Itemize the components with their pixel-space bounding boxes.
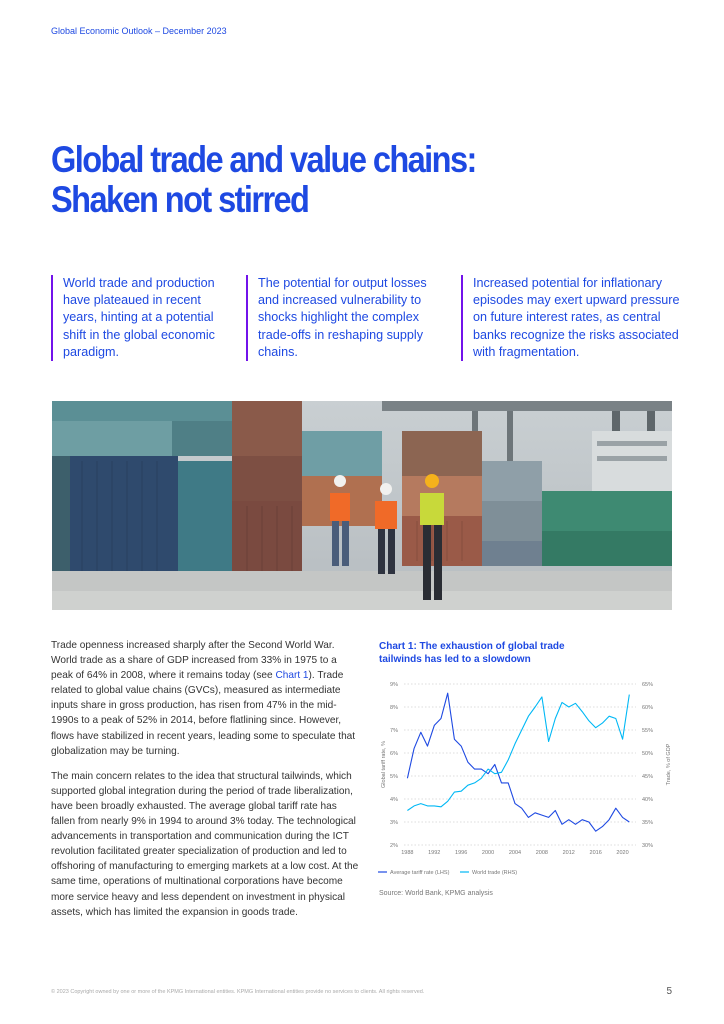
chart-source: Source: World Bank, KPMG analysis — [379, 890, 493, 897]
x-tick-label: 2016 — [589, 850, 602, 856]
running-header: Global Economic Outlook – December 2023 — [51, 26, 227, 36]
x-tick-label: 2012 — [562, 850, 575, 856]
left-tick-label: 6% — [390, 751, 398, 757]
right-tick-label: 60% — [642, 705, 654, 711]
legend-label: World trade (RHS) — [472, 870, 518, 876]
x-tick-label: 2004 — [508, 850, 522, 856]
right-tick-label: 50% — [642, 751, 654, 757]
legend-label: Average tariff rate (LHS) — [390, 870, 450, 876]
copyright-footer: © 2023 Copyright owned by one or more of the KPMG International entities. KPMG International entities provide no services to clients. All rights reserved. — [51, 989, 425, 995]
page-title-line-2: Shaken not stirred — [51, 179, 309, 220]
series-line-world-trade — [407, 695, 629, 811]
left-tick-label: 5% — [390, 774, 398, 780]
paragraph-2: The main concern relates to the idea that structural tailwinds, which supported global integration during the period of trade liberalization, have been broadly exhausted. The average global tariff rate has fallen from nearly 9% in 1994 to around 3% today. The technological advancements in transportation and communication during the ICT revolution facilitated greater specialization of production and led to offshoring of manufacturing to emerging markets at a low cost. At the same time, operations of multinational corporations have become more service heavy and less dependent on investment in physical assets, which has limited the expansion in goods trade. — [51, 770, 359, 918]
paragraph-1 — [51, 638, 361, 759]
right-tick-label: 35% — [642, 820, 654, 826]
left-tick-label: 2% — [390, 843, 398, 849]
right-tick-label: 40% — [642, 797, 654, 803]
paragraph-1-text-a: Trade openness increased sharply after the Second World War. World trade as a share of GDP increased from 33% in 1975 to a peak of 64% in 2008, where it remains today (see — [51, 640, 337, 682]
trade-tariff-chart — [372, 672, 692, 876]
body-text — [51, 638, 361, 930]
page-title — [51, 140, 579, 220]
left-tick-label: 3% — [390, 820, 398, 826]
right-tick-label: 65% — [642, 682, 654, 688]
key-point-2: The potential for output losses and increased vulnerability to shocks highlight the complex trade-offs in reshaping supply chains. — [246, 275, 446, 361]
left-tick-label: 7% — [390, 728, 398, 734]
right-tick-label: 45% — [642, 774, 654, 780]
series-line-tariff — [407, 693, 629, 831]
x-tick-label: 2020 — [616, 850, 629, 856]
x-tick-label: 1988 — [401, 850, 414, 856]
page-number: 5 — [666, 986, 672, 997]
x-tick-label: 2000 — [481, 850, 495, 856]
left-tick-label: 9% — [390, 682, 398, 688]
left-tick-label: 8% — [390, 705, 398, 711]
chart-title: Chart 1: The exhaustion of global trade tailwinds has led to a slowdown — [379, 641, 565, 665]
x-tick-label: 2008 — [535, 850, 548, 856]
key-point-3: Increased potential for inflationary episodes may exert upward pressure on future interest rates, as central banks recognize the risks associated with fragmentation. — [461, 275, 681, 361]
key-point-1: World trade and production have plateaued in recent years, hinting at a potential shift in the global economic paradigm. — [51, 275, 236, 361]
page-title-line-1: Global trade and value chains: — [51, 139, 476, 180]
right-tick-label: 30% — [642, 843, 654, 849]
x-tick-label: 1996 — [455, 850, 468, 856]
photo-illustration — [52, 401, 672, 610]
chart-1-link[interactable]: Chart 1 — [275, 670, 309, 682]
port-workers-photo — [52, 401, 672, 610]
left-axis-label: Global tariff rate, % — [381, 741, 387, 788]
x-tick-label: 1992 — [428, 850, 441, 856]
right-axis-label: Trade, % of GDP — [666, 743, 672, 786]
paragraph-1-text-b: ). Trade related to global value chains (GVCs), measured as intermediate inputs share in gross production, has risen from 47% in the mid-1990s to a peak of 52% in 2014, before flatlining since. However, flows have stabilized in recent years, leading some to speculate that globalization may be turning. — [51, 670, 356, 757]
left-tick-label: 4% — [390, 797, 398, 803]
right-tick-label: 55% — [642, 728, 654, 734]
